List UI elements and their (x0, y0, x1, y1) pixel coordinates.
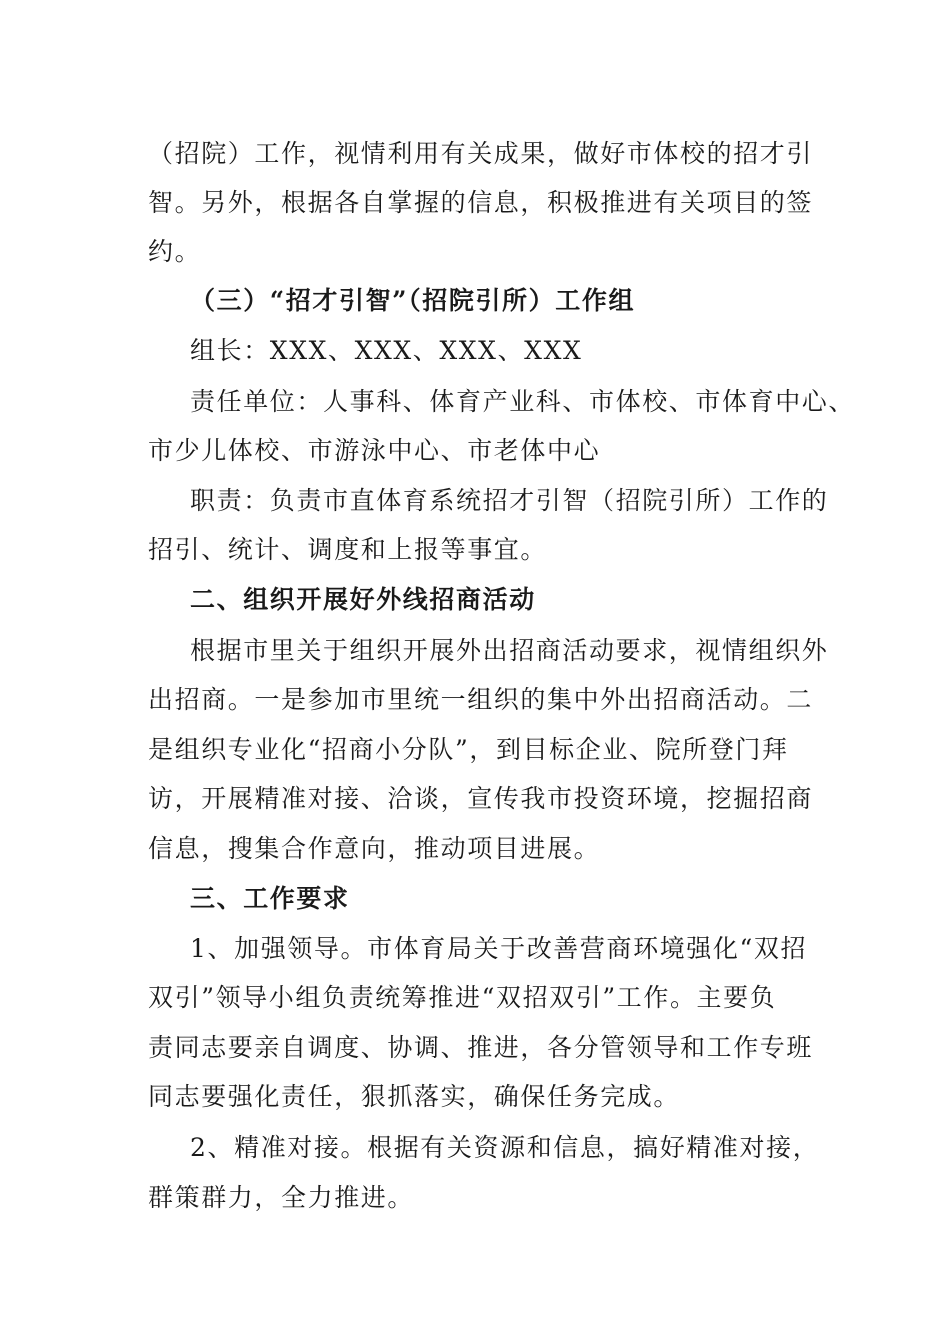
section-heading: 二、组织开展好外线招商活动 (190, 585, 536, 614)
body-text-line: 智。另外，根据各自掌握的信息，积极推进有关项目的签 (148, 188, 814, 217)
body-text-line: （招院）工作，视情利用有关成果，做好市体校的招才引 (148, 139, 814, 168)
body-text-line: 群策群力，全力推进。 (148, 1183, 415, 1212)
body-text-line: 同志要强化责任，狠抓落实，确保任务完成。 (148, 1082, 681, 1111)
section-heading: （三）“招才引智”（招院引所）工作组 (190, 286, 636, 315)
body-text-line: 是组织专业化“招商小分队”，到目标企业、院所登门拜 (148, 735, 789, 764)
body-text-line: 责同志要亲自调度、协调、推进，各分管领导和工作专班 (148, 1033, 814, 1062)
body-text-line: 2、精准对接。根据有关资源和信息，搞好精准对接， (190, 1133, 820, 1162)
body-text-line: 根据市里关于组织开展外出招商活动要求，视情组织外 (190, 636, 829, 665)
group-leader-line: 组长：XXX、XXX、XXX、XXX (190, 336, 583, 365)
body-text-line: 招引、统计、调度和上报等事宜。 (148, 535, 548, 564)
body-text-line: 市少儿体校、市游泳中心、市老体中心 (148, 436, 601, 465)
body-text-line: 约。 (148, 237, 202, 266)
responsible-units-line: 责任单位：人事科、体育产业科、市体校、市体育中心、 (190, 387, 856, 416)
body-text-line: 出招商。一是参加市里统一组织的集中外出招商活动。二 (148, 685, 814, 714)
body-text-line: 1、加强领导。市体育局关于改善营商环境强化“双招 (190, 934, 808, 963)
body-text-line: 双引”领导小组负责统筹推进“双招双引”工作。主要负 (148, 983, 777, 1012)
section-heading: 三、工作要求 (190, 884, 350, 913)
body-text-line: 信息，搜集合作意向，推动项目进展。 (148, 834, 601, 863)
body-text-line: 访，开展精准对接、洽谈，宣传我市投资环境，挖掘招商 (148, 784, 814, 813)
duties-line: 职责：负责市直体育系统招才引智（招院引所）工作的 (190, 486, 829, 515)
